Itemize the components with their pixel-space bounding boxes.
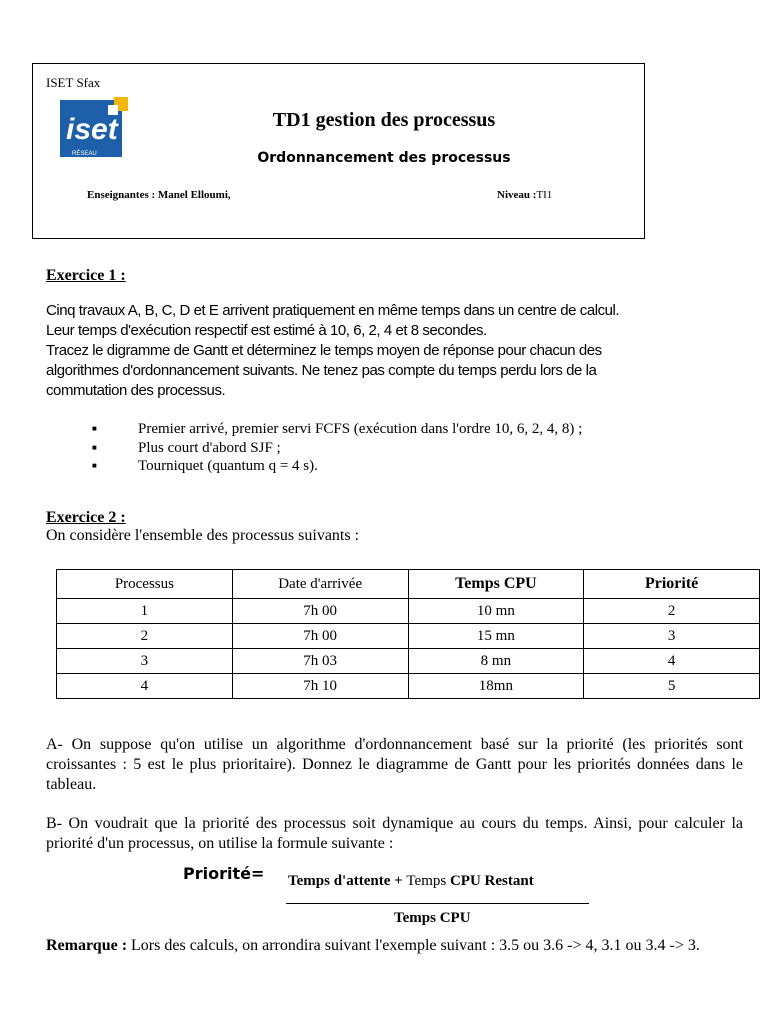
exercise2-intro: On considère l'ensemble des processus suivants : <box>46 527 360 544</box>
table-cell: 15 mn <box>408 624 584 649</box>
table-cell: 3 <box>57 649 233 674</box>
table-cell: 7h 00 <box>232 624 408 649</box>
svg-text:iset: iset <box>66 113 118 146</box>
table-cell: 3 <box>584 624 760 649</box>
bullet-text: Tourniquet (quantum q = 4 s). <box>138 458 318 474</box>
formula-denominator: Temps CPU <box>394 910 471 926</box>
list-item <box>92 439 582 458</box>
header-cpu-time: Temps CPU <box>408 570 584 599</box>
level <box>497 189 552 201</box>
bullet-icon: ■ <box>92 424 97 433</box>
exercise1-title: Exercice 1 : <box>46 267 126 284</box>
exercise2-title: Exercice 2 : <box>46 509 126 526</box>
exercise1-line: Tracez le digramme de Gantt et déterminez le temps moyen de réponse pour chacun des <box>46 342 602 359</box>
header-arrival: Date d'arrivée <box>232 570 408 599</box>
exercise1-bullet-list <box>92 420 582 476</box>
formula-num-part: Temps d'attente + <box>288 873 407 889</box>
table-cell: 8 mn <box>408 649 584 674</box>
process-table <box>56 569 760 699</box>
teachers: Enseignantes : Manel Elloumi, <box>87 189 231 201</box>
table-cell: 10 mn <box>408 599 584 624</box>
formula-num-part: Temps <box>406 873 450 889</box>
table-cell: 7h 10 <box>232 674 408 699</box>
table-cell: 1 <box>57 599 233 624</box>
bullet-icon: ■ <box>92 461 97 470</box>
exercise1-line: algorithmes d'ordonnancement suivants. Ne tenez pas compte du temps perdu lors de la <box>46 362 597 379</box>
table-cell: 5 <box>584 674 760 699</box>
bullet-text: Premier arrivé, premier servi FCFS (exécution dans l'ordre 10, 6, 2, 4, 8) ; <box>138 421 583 437</box>
table-cell: 7h 00 <box>232 599 408 624</box>
level-value: TI1 <box>536 189 553 201</box>
remark-label: Remarque : <box>46 937 128 954</box>
part-a-text: A- On suppose qu'on utilise un algorithme d'ordonnancement basé sur la priorité (les priorités sont croissantes : 5 est le plus prioritaire). Donnez le diagramme de Gantt pour les priorités données dans le tableau. <box>46 736 743 793</box>
bullet-icon: ■ <box>92 442 97 452</box>
fraction-bar <box>286 903 589 904</box>
formula-num-part: CPU Restant <box>449 873 534 889</box>
remark <box>46 936 743 956</box>
exercise1-text <box>46 301 736 401</box>
header-priority: Priorité <box>584 570 760 599</box>
table-cell: 4 <box>57 674 233 699</box>
formula-label: Priorité= <box>183 864 265 883</box>
table-cell: 2 <box>584 599 760 624</box>
school-name: ISET Sfax <box>46 75 101 90</box>
remark-text: Lors des calculs, on arrondira suivant l'exemple suivant : 3.5 ou 3.6 -> 4, 3.1 ou 3.4 -> 3. <box>127 937 700 954</box>
list-item <box>92 420 582 439</box>
list-item <box>92 457 582 476</box>
formula-numerator <box>288 873 534 890</box>
table-cell: 18mn <box>408 674 584 699</box>
exercise1-line: commutation des processus. <box>46 382 226 399</box>
table-header-row <box>57 570 760 599</box>
exercise1-line: Leur temps d'exécution respectif est estimé à 10, 6, 2, 4 et 8 secondes. <box>46 322 487 339</box>
document-subtitle: Ordonnancement des processus <box>257 150 511 166</box>
header-processus: Processus <box>57 570 233 599</box>
table-cell: 4 <box>584 649 760 674</box>
svg-text:RÉSEAU: RÉSEAU <box>72 151 97 157</box>
table-row <box>57 599 760 624</box>
level-label: Niveau : <box>497 189 537 201</box>
table-cell: 2 <box>57 624 233 649</box>
table-row <box>57 674 760 699</box>
table-row <box>57 649 760 674</box>
table-cell: 7h 03 <box>232 649 408 674</box>
document-title: TD1 gestion des processus <box>272 109 496 131</box>
table-row <box>57 624 760 649</box>
exercise1-line: Cinq travaux A, B, C, D et E arrivent pratiquement en même temps dans un centre de calcul. <box>46 302 620 319</box>
bullet-text: Plus court d'abord SJF ; <box>138 439 281 456</box>
part-b-text: B- On voudrait que la priorité des processus soit dynamique au cours du temps. Ainsi, pour calculer la priorité d'un processus, on utilise la formule suivante : <box>46 815 743 852</box>
